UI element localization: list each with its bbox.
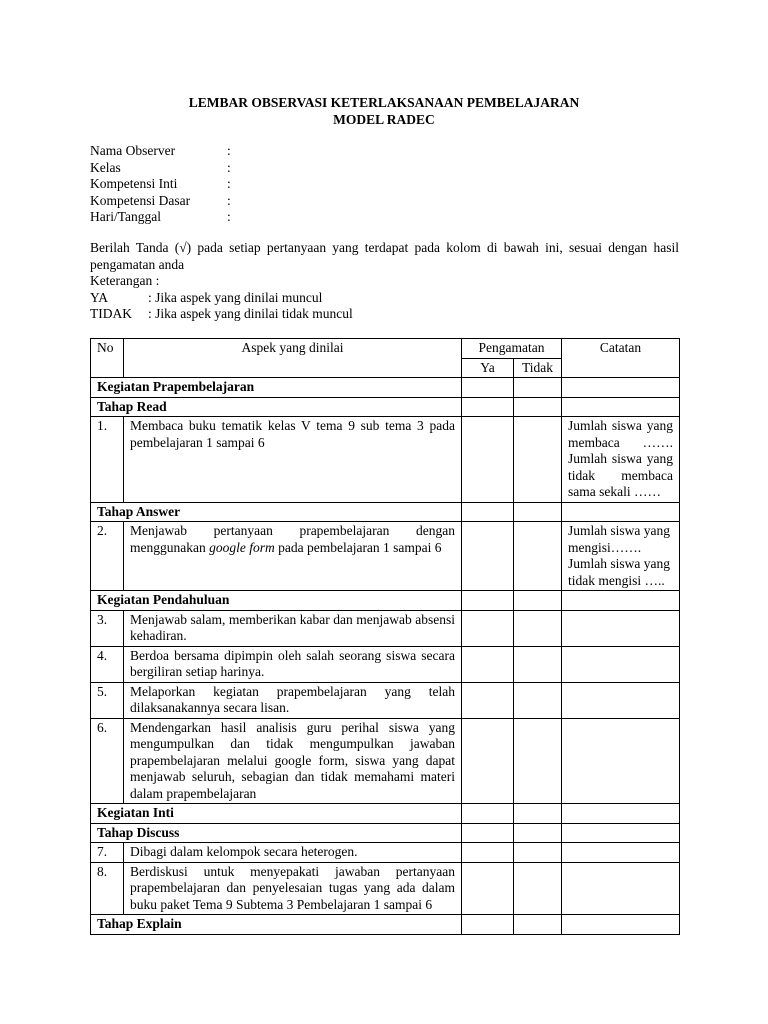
identity-label: Nama Observer [90,143,176,158]
row-number: 2. [91,522,124,591]
check-tidak-cell[interactable] [514,843,562,863]
catatan-cell[interactable] [562,378,680,398]
table-row [91,843,680,863]
check-ya-cell[interactable] [462,610,514,646]
check-tidak-cell[interactable] [514,522,562,591]
header-row [91,339,680,359]
catatan-text: Jumlah siswa yang membaca ……. Jumlah siswa yang tidak membaca sama sekali …… [562,417,680,503]
table-row [91,522,680,591]
catatan-text: Jumlah siswa yang mengisi……. Jumlah siswa yang tidak mengisi ….. [562,522,680,591]
check-ya-cell[interactable] [462,591,514,611]
header-aspek: Aspek yang dinilai [124,339,462,378]
title-line-2: MODEL RADEC [333,112,435,127]
header-catatan: Catatan [562,339,680,378]
check-ya-cell[interactable] [462,522,514,591]
catatan-cell[interactable] [562,843,680,863]
legend-ya-desc: : Jika aspek yang dinilai muncul [148,289,323,305]
catatan-cell[interactable] [562,823,680,843]
check-ya-cell[interactable] [462,804,514,824]
check-tidak-cell[interactable] [514,862,562,915]
aspek-text-em: google form [209,539,275,555]
header-no: No [91,339,124,378]
table-row [91,862,680,915]
aspek-text [124,522,462,591]
check-ya-cell[interactable] [462,397,514,417]
section-tahap-answer: Tahap Answer [91,502,462,522]
identity-row-kd [90,193,231,210]
identity-row-observer [90,143,231,160]
table-row [91,417,680,503]
section-row [91,502,680,522]
catatan-cell[interactable] [562,397,680,417]
section-tahap-read: Tahap Read [91,397,462,417]
title-line-1: LEMBAR OBSERVASI KETERLAKSANAAN PEMBELAJARAN [188,95,580,110]
section-tahap-discuss: Tahap Discuss [91,823,462,843]
check-ya-cell[interactable] [462,843,514,863]
instructions [90,240,679,323]
identity-row-kelas [90,160,231,177]
aspek-text: Membaca buku tematik kelas V tema 9 sub tema 3 pada pembelajaran 1 sampai 6 [124,417,462,503]
row-number: 7. [91,843,124,863]
identity-label: Kompetensi Inti [90,176,178,191]
table-row [91,610,680,646]
identity-row-ki [90,176,231,193]
row-number: 3. [91,610,124,646]
section-row [91,591,680,611]
check-ya-cell[interactable] [462,502,514,522]
check-tidak-cell[interactable] [514,378,562,398]
check-tidak-cell[interactable] [514,804,562,824]
section-row [91,915,680,935]
aspek-text: Berdoa bersama dipimpin oleh salah seorang siswa secara bergiliran setiap harinya. [124,646,462,682]
identity-fields [90,143,231,226]
row-number: 8. [91,862,124,915]
section-row [91,378,680,398]
aspek-text-post: pada pembelajaran 1 sampai 6 [274,539,442,555]
section-tahap-explain: Tahap Explain [91,915,462,935]
catatan-cell[interactable] [562,804,680,824]
observation-table [90,338,680,935]
check-ya-cell[interactable] [462,417,514,503]
table-row [91,682,680,718]
row-number: 5. [91,682,124,718]
check-tidak-cell[interactable] [514,417,562,503]
check-tidak-cell[interactable] [514,646,562,682]
catatan-cell[interactable] [562,862,680,915]
catatan-cell[interactable] [562,915,680,935]
check-tidak-cell[interactable] [514,591,562,611]
section-prapembelajaran: Kegiatan Prapembelajaran [91,378,462,398]
identity-label: Kelas [90,159,121,175]
section-row [91,397,680,417]
section-row [91,804,680,824]
row-number: 4. [91,646,124,682]
identity-colon: : [227,159,231,175]
aspek-text: Menjawab salam, memberikan kabar dan menjawab absensi kehadiran. [124,610,462,646]
table-row [91,646,680,682]
catatan-cell[interactable] [562,502,680,522]
keterangan-label: Keterangan : [90,273,160,288]
check-ya-cell[interactable] [462,378,514,398]
aspek-text: Dibagi dalam kelompok secara heterogen. [124,843,462,863]
check-ya-cell[interactable] [462,718,514,804]
check-ya-cell[interactable] [462,862,514,915]
aspek-text: Mendengarkan hasil analisis guru perihal siswa yang mengumpulkan dan tidak mengumpulkan jawaban prapembelajaran melalui google form, siswa yang dapat menjawab seluruh, sebagian dan tidak memahami materi dalam prapembelajaran [124,718,462,804]
check-ya-cell[interactable] [462,646,514,682]
aspek-text: Melaporkan kegiatan prapembelajaran yang telah dilaksanakannya secara lisan. [124,682,462,718]
section-pendahuluan: Kegiatan Pendahuluan [91,591,462,611]
check-ya-cell[interactable] [462,823,514,843]
document-title [0,94,768,128]
legend-tidak-key: TIDAK [90,306,132,321]
header-tidak: Tidak [514,358,562,378]
header-pengamatan: Pengamatan [462,339,562,359]
identity-colon: : [227,143,231,158]
identity-row-tanggal [90,209,231,226]
instruction-line-2: pengamatan anda [90,256,185,272]
catatan-cell[interactable] [562,718,680,804]
aspek-text-pre: Menjawab pertanyaan prapembelajaran dengan menggunakan [130,523,455,555]
check-ya-cell[interactable] [462,915,514,935]
identity-label: Hari/Tanggal [90,209,162,224]
legend-ya-key: YA [90,289,109,305]
identity-colon: : [227,176,231,191]
legend-tidak [90,306,679,323]
legend-ya [90,290,679,307]
section-row [91,823,680,843]
catatan-cell[interactable] [562,646,680,682]
check-tidak-cell[interactable] [514,915,562,935]
check-ya-cell[interactable] [462,682,514,718]
check-tidak-cell[interactable] [514,610,562,646]
row-number: 6. [91,718,124,804]
table-row [91,718,680,804]
catatan-cell[interactable] [562,682,680,718]
check-tidak-cell[interactable] [514,397,562,417]
legend-tidak-desc: : Jika aspek yang dinilai tidak muncul [148,306,353,321]
identity-label: Kompetensi Dasar [90,192,191,208]
identity-colon: : [227,192,231,208]
header-ya: Ya [462,358,514,378]
check-tidak-cell[interactable] [514,823,562,843]
row-number: 1. [91,417,124,503]
check-tidak-cell[interactable] [514,682,562,718]
check-tidak-cell[interactable] [514,718,562,804]
aspek-text: Berdiskusi untuk menyepakati jawaban pertanyaan prapembelajaran dan penyelesaian tugas yang ada dalam buku paket Tema 9 Subtema 3 Pembelajaran 1 sampai 6 [124,862,462,915]
instruction-line-1: Berilah Tanda (√) pada setiap pertanyaan yang terdapat pada kolom di bawah ini, sesuai dengan hasil [90,240,679,255]
section-inti: Kegiatan Inti [91,804,462,824]
catatan-cell[interactable] [562,591,680,611]
identity-colon: : [227,209,231,224]
catatan-cell[interactable] [562,610,680,646]
check-tidak-cell[interactable] [514,502,562,522]
